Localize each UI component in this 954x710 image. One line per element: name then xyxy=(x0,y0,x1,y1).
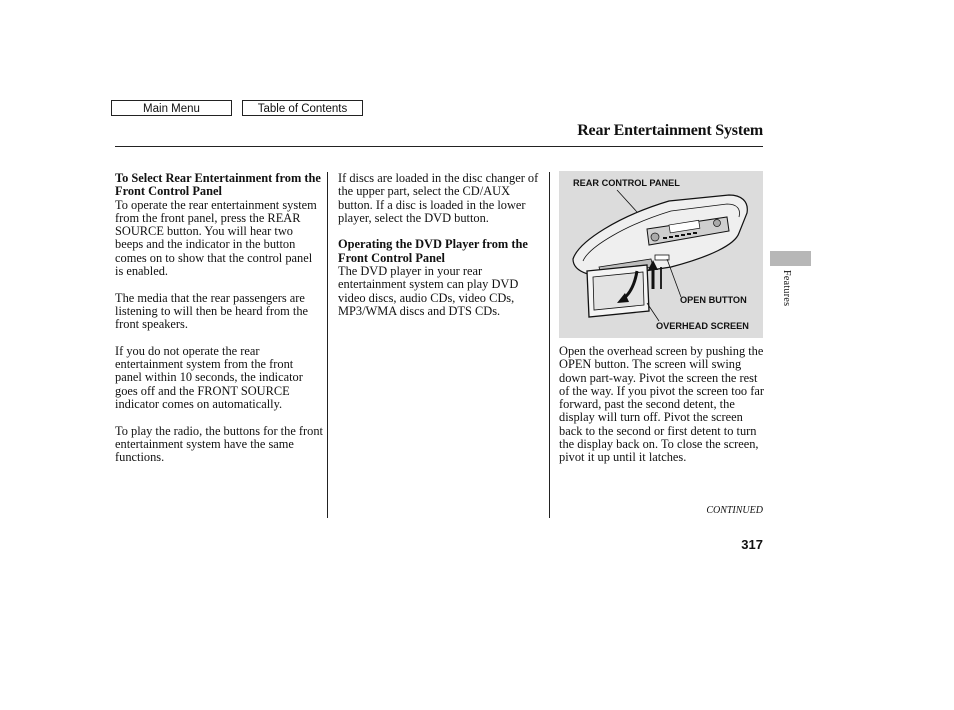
column-left xyxy=(115,172,323,478)
section-tab xyxy=(770,251,811,266)
paragraph: If discs are loaded in the disc changer of the upper part, select the CD/AUX button. If a disc is loaded in the lower player, select the DVD button. xyxy=(338,171,539,225)
column-divider xyxy=(327,172,328,518)
column-middle xyxy=(338,172,543,332)
section-label: Features xyxy=(781,270,792,307)
header-rule xyxy=(115,146,763,147)
paragraph: Open the overhead screen by pushing the OPEN button. The screen will swing down part-way. Pivot the screen the rest of the way. If you pivot the screen too far forward, past the second detent, the display will turn off. Pivot the screen back to the second or first detent to turn the display back on. To close the screen, pivot it up until it latches. xyxy=(559,344,764,465)
open-button-label: OPEN BUTTON xyxy=(680,295,747,305)
continued-note: CONTINUED xyxy=(706,505,763,516)
rear-control-panel-label: REAR CONTROL PANEL xyxy=(573,178,680,188)
page-number: 317 xyxy=(741,537,763,552)
paragraph: To operate the rear entertainment system from the front panel, press the REAR SOURCE button. You will hear two beeps and the indicator in the button comes on to show that the control panel is enabled. xyxy=(115,197,317,279)
paragraph: To play the radio, the buttons for the front entertainment system have the same functions. xyxy=(115,423,324,465)
paragraph: The DVD player in your rear entertainment system can play DVD video discs, audio CDs, video CDs, MP3/WMA discs and DTS CDs. xyxy=(338,264,519,318)
column-right xyxy=(559,345,764,478)
paragraph: If you do not operate the rear entertainment system from the front panel within 10 seconds, the indicator goes off and the FRONT SOURCE indicator comes on automatically. xyxy=(115,343,303,412)
section-heading-select-rear: To Select Rear Entertainment from the Front Control Panel xyxy=(115,171,321,199)
section-heading-dvd-player: Operating the DVD Player from the Front Control Panel xyxy=(338,237,528,265)
table-of-contents-button[interactable]: Table of Contents xyxy=(242,100,363,116)
column-divider xyxy=(549,172,550,518)
page-title: Rear Entertainment System xyxy=(577,122,763,139)
main-menu-button[interactable]: Main Menu xyxy=(111,100,232,116)
overhead-screen-label: OVERHEAD SCREEN xyxy=(656,321,749,331)
console-drawing xyxy=(559,171,763,338)
paragraph: The media that the rear passengers are listening to will then be heard from the front speakers. xyxy=(115,290,309,332)
overhead-screen-illustration xyxy=(559,171,763,338)
